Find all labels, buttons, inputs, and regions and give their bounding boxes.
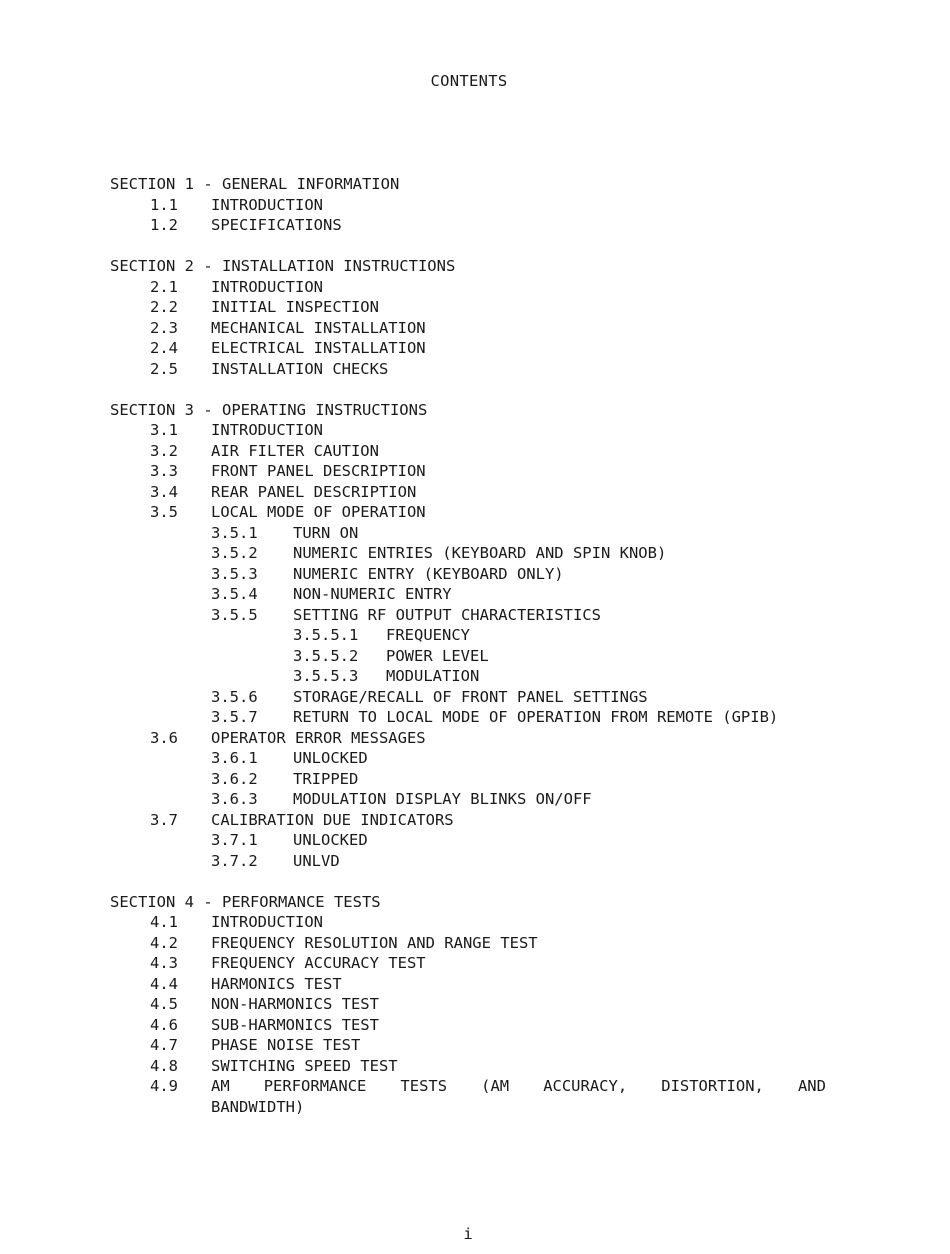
- page-title: CONTENTS: [430, 72, 508, 90]
- entry-title: NON-HARMONICS TEST: [211, 995, 379, 1013]
- toc-entry: [110, 912, 830, 933]
- toc-entry: [110, 215, 830, 236]
- toc-entry: [110, 851, 830, 872]
- page-number: i: [463, 1225, 473, 1243]
- entry-title: TURN ON: [293, 523, 359, 542]
- toc-entry: [110, 687, 830, 708]
- entry-number: 4.7: [150, 1036, 178, 1054]
- toc-entry: [110, 359, 830, 380]
- toc-entry: [110, 277, 830, 298]
- entry-title-word: DISTORTION,: [661, 1077, 764, 1095]
- entry-title: INITIAL INSPECTION: [211, 298, 379, 316]
- toc-entry: [110, 1056, 830, 1077]
- entry-number: 3.2: [150, 441, 178, 460]
- entry-title: ELECTRICAL INSTALLATION: [211, 339, 426, 357]
- section-heading: SECTION 2 - INSTALLATION INSTRUCTIONS: [110, 257, 456, 275]
- entry-title: PHASE NOISE TEST: [211, 1036, 361, 1054]
- entry-title: SUB-HARMONICS TEST: [211, 1015, 379, 1034]
- entry-title-word: AND: [797, 1077, 826, 1095]
- section-spacer: [110, 871, 830, 892]
- entry-title-word: AM: [211, 1077, 230, 1095]
- entry-title: FREQUENCY RESOLUTION AND RANGE TEST: [211, 933, 538, 952]
- toc-entry: [110, 666, 830, 687]
- toc-entry: [110, 461, 830, 482]
- entry-number: 3.5.3: [211, 564, 258, 583]
- entry-title-word: (AM: [481, 1077, 510, 1095]
- entry-number: 3.3: [150, 462, 178, 480]
- entry-title: SWITCHING SPEED TEST: [211, 1056, 398, 1075]
- toc-entry: [110, 625, 830, 646]
- entry-title: MECHANICAL INSTALLATION: [211, 318, 426, 337]
- entry-title: NUMERIC ENTRIES (KEYBOARD AND SPIN KNOB): [293, 544, 667, 562]
- entry-number: 3.4: [150, 482, 178, 501]
- entry-number: 3.7.2: [211, 851, 258, 870]
- entry-number: 3.7.1: [211, 831, 258, 849]
- toc-entry: [110, 830, 830, 851]
- entry-title: INTRODUCTION: [211, 913, 323, 931]
- section-spacer: [110, 236, 830, 257]
- entry-number: 1.1: [150, 195, 178, 214]
- entry-number: 4.1: [150, 913, 178, 931]
- table-of-contents: [110, 174, 830, 1117]
- entry-number: 3.6.3: [211, 790, 258, 808]
- entry-number: 3.1: [150, 421, 178, 439]
- toc-entry: [110, 523, 830, 544]
- entry-title: CALIBRATION DUE INDICATORS: [211, 810, 454, 829]
- entry-title: OPERATOR ERROR MESSAGES: [211, 728, 426, 747]
- entry-number: 3.7: [150, 810, 178, 829]
- toc-entry: [110, 748, 830, 769]
- entry-title: INTRODUCTION: [211, 277, 323, 296]
- toc-entry: [110, 1076, 830, 1097]
- entry-title: RETURN TO LOCAL MODE OF OPERATION FROM REMOTE (GPIB): [293, 708, 779, 726]
- entry-number: 4.9: [150, 1077, 178, 1095]
- entry-number: 2.1: [150, 277, 178, 296]
- entry-number: 4.8: [150, 1056, 178, 1075]
- entry-number: 3.5.5.1: [293, 626, 359, 644]
- entry-number: 3.5.2: [211, 544, 258, 562]
- entry-title: SPECIFICATIONS: [211, 216, 342, 234]
- entry-title: HARMONICS TEST: [211, 974, 342, 993]
- entry-number: 3.5.5: [211, 605, 258, 624]
- toc-entry: [110, 441, 830, 462]
- entry-number: 3.5.1: [211, 523, 258, 542]
- entry-number: 3.6.1: [211, 749, 258, 767]
- toc-entry: [110, 707, 830, 728]
- toc-entry: [110, 1035, 830, 1056]
- toc-entry: [110, 953, 830, 974]
- entry-title: UNLVD: [293, 851, 340, 870]
- entry-title: POWER LEVEL: [386, 646, 489, 665]
- entry-title: NUMERIC ENTRY (KEYBOARD ONLY): [293, 564, 564, 583]
- entry-title: INTRODUCTION: [211, 195, 323, 214]
- entry-number: 2.3: [150, 318, 178, 337]
- entry-title: TRIPPED: [293, 769, 359, 788]
- entry-number: 2.4: [150, 339, 178, 357]
- entry-number: 4.6: [150, 1015, 178, 1034]
- toc-entry: [110, 195, 830, 216]
- entry-number: 3.6.2: [211, 769, 258, 788]
- entry-number: 3.5.7: [211, 708, 258, 726]
- toc-entry: [110, 994, 830, 1015]
- toc-entry: [110, 482, 830, 503]
- section-heading: SECTION 1 - GENERAL INFORMATION: [110, 175, 400, 193]
- entry-title: UNLOCKED: [293, 831, 368, 849]
- toc-entry: [110, 605, 830, 626]
- entry-number: 3.5.6: [211, 687, 258, 706]
- toc-entry: [110, 564, 830, 585]
- entry-number: 3.5.4: [211, 585, 258, 603]
- entry-title: REAR PANEL DESCRIPTION: [211, 482, 417, 501]
- toc-entry: [110, 420, 830, 441]
- entry-title: FREQUENCY: [386, 626, 470, 644]
- entry-title: STORAGE/RECALL OF FRONT PANEL SETTINGS: [293, 687, 648, 706]
- toc-entry: [110, 974, 830, 995]
- section-heading: SECTION 4 - PERFORMANCE TESTS: [110, 892, 381, 911]
- entry-number: 2.2: [150, 298, 178, 316]
- toc-entry: [110, 318, 830, 339]
- entry-number: 3.5.5.3: [293, 667, 359, 685]
- entry-title: UNLOCKED: [293, 749, 368, 767]
- section-heading: SECTION 3 - OPERATING INSTRUCTIONS: [110, 400, 428, 419]
- entry-title: INTRODUCTION: [211, 421, 323, 439]
- entry-number: 3.5.5.2: [293, 646, 359, 665]
- entry-number: 4.2: [150, 933, 178, 952]
- toc-entry: [110, 1015, 830, 1036]
- entry-title: FRONT PANEL DESCRIPTION: [211, 462, 426, 480]
- toc-entry: [110, 543, 830, 564]
- entry-title: AIR FILTER CAUTION: [211, 441, 379, 460]
- entry-title-word: PERFORMANCE: [263, 1077, 367, 1095]
- entry-number: 2.5: [150, 359, 178, 378]
- entry-number: 3.5: [150, 503, 178, 521]
- entry-title-word: ACCURACY,: [543, 1077, 628, 1095]
- entry-title: NON-NUMERIC ENTRY: [293, 585, 452, 603]
- section-spacer: [110, 379, 830, 400]
- entry-number: 4.4: [150, 974, 178, 993]
- entry-number: 4.5: [150, 995, 178, 1013]
- entry-title-word: TESTS: [400, 1077, 448, 1095]
- entry-title: FREQUENCY ACCURACY TEST: [211, 954, 426, 972]
- entry-title: MODULATION DISPLAY BLINKS ON/OFF: [293, 790, 592, 808]
- toc-entry: [110, 502, 830, 523]
- toc-entry: [110, 584, 830, 605]
- entry-number: 4.3: [150, 954, 178, 972]
- toc-entry: [110, 933, 830, 954]
- toc-entry: [110, 789, 830, 810]
- entry-number: 1.2: [150, 216, 178, 234]
- toc-entry: [110, 810, 830, 831]
- entry-title: SETTING RF OUTPUT CHARACTERISTICS: [293, 605, 601, 624]
- toc-entry: [110, 769, 830, 790]
- entry-number: 3.6: [150, 728, 178, 747]
- toc-entry: [110, 728, 830, 749]
- toc-entry: [110, 338, 830, 359]
- entry-title: MODULATION: [386, 667, 480, 685]
- entry-title: INSTALLATION CHECKS: [211, 359, 389, 378]
- toc-entry: [110, 646, 830, 667]
- entry-title: LOCAL MODE OF OPERATION: [211, 503, 426, 521]
- toc-entry: [110, 297, 830, 318]
- entry-title: [211, 1076, 826, 1097]
- entry-title-continuation: BANDWIDTH): [211, 1097, 305, 1116]
